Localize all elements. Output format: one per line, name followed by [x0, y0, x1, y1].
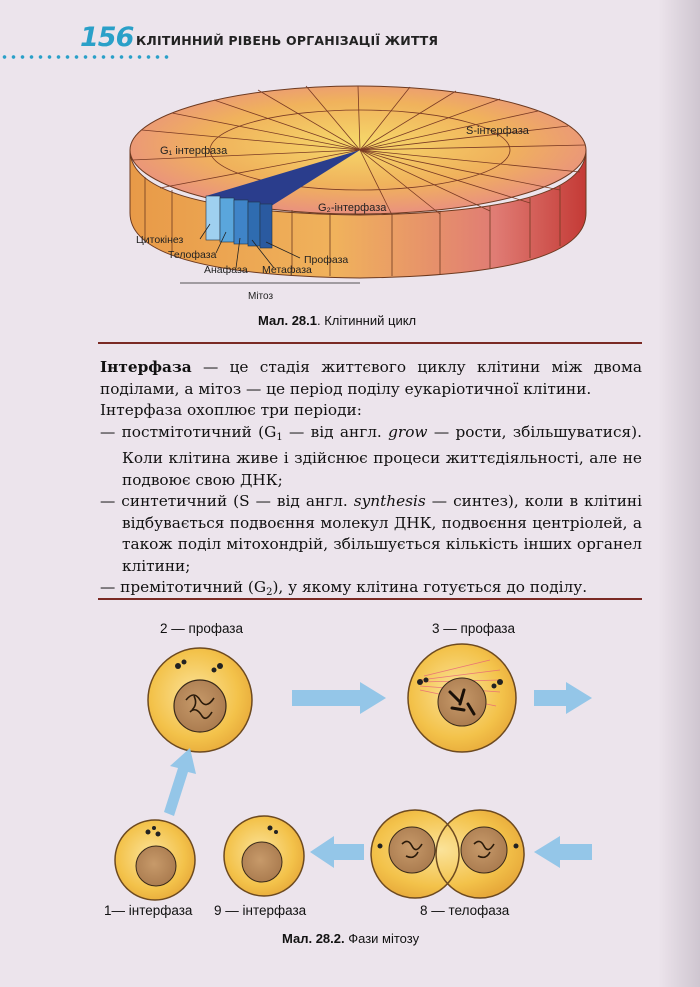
stage-label-1: 1— інтерфаза: [104, 903, 193, 918]
anaphase-segment: [234, 200, 248, 244]
figure1-caption: [258, 313, 416, 328]
cell-interphase-1: [115, 820, 195, 900]
figure1-caption-number: Мал. 28.1: [258, 313, 318, 328]
cell-interphase-9: [224, 816, 304, 896]
list-item: [100, 422, 642, 492]
telophase-segment: [220, 198, 234, 242]
arrow-up: [164, 748, 196, 816]
figure2-caption-text: Фази мітозу: [344, 931, 420, 946]
arrow-left-2: [534, 836, 592, 868]
item-text: — постмітотичний (G: [100, 422, 277, 441]
running-title: КЛІТИННИЙ РІВЕНЬ ОРГАНІЗАЦІЇ ЖИТТЯ: [136, 33, 439, 48]
telophase-label: Телофаза: [168, 249, 217, 261]
s-interphase-label: S-інтерфаза: [466, 125, 529, 137]
stage-label-3: 3 — профаза: [432, 621, 515, 636]
mitosis-label: Мітоз: [248, 291, 274, 302]
periods-list: [100, 422, 642, 604]
anaphase-label: Анафаза: [204, 264, 248, 276]
item-emphasis: synthesis: [353, 492, 426, 510]
stage-label-8: 8 — телофаза: [420, 903, 510, 918]
mitosis-phases-figure: [0, 600, 700, 940]
cell-telophase-8: [371, 810, 524, 898]
cell-prophase-2: [148, 648, 252, 752]
item-text: — рости, збільшуватися). Коли клітина живе і здійснює процеси життєдіяльності, але не подвоює свою ДНК;: [122, 422, 642, 489]
cell-cycle-diagram: [0, 0, 700, 340]
g2-interphase-label: G₂-інтерфаза: [318, 202, 387, 214]
figure2-caption: [282, 931, 419, 946]
item-text: — премітотичний (G: [100, 578, 267, 596]
item-emphasis: grow: [388, 422, 428, 441]
item-text: — від англ.: [282, 422, 389, 441]
paragraph-definition: [100, 357, 642, 400]
prophase-segment: [260, 204, 272, 248]
arrow-right-2: [534, 682, 592, 714]
g1-label: G₁ інтерфаза: [160, 145, 228, 157]
top-rule: [98, 342, 642, 344]
figure2-caption-number: Мал. 28.2.: [282, 931, 345, 946]
term-interphase: Інтерфаза: [100, 358, 192, 376]
cell-cycle-figure: [0, 0, 700, 340]
metaphase-label: Метафаза: [262, 264, 312, 276]
stage-label-2: 2 — профаза: [160, 621, 243, 636]
item-text: — синтез), коли в клітині відбувається подвоєння молекул ДНК, подвоєння центріолей, а також поділ мітохондрій, збільшується кількість інших органел клітини;: [122, 492, 642, 575]
prophase-label: Профаза: [304, 254, 349, 266]
item-subscript: 2: [266, 587, 273, 598]
paragraph-periods-intro: Інтерфаза охоплює три періоди:: [100, 401, 362, 419]
cytokinesis-segment: [206, 196, 220, 240]
item-text: ), у якому клітина готується до поділу.: [272, 578, 588, 596]
figure1-caption-text: . Клітинний цикл: [317, 313, 417, 328]
page-number: 156: [80, 22, 134, 53]
mitosis-phases-diagram: [0, 600, 700, 940]
cytokinesis-label: Цитокінез: [136, 234, 184, 246]
list-item: [100, 491, 642, 577]
metaphase-segment: [248, 202, 260, 246]
stage-label-9: 9 — інтерфаза: [214, 903, 307, 918]
interphase-text-block: [100, 357, 642, 604]
arrow-left-1: [310, 836, 364, 868]
item-text: — синтетичний (S — від англ.: [100, 492, 354, 510]
item-subscript: 1: [276, 431, 283, 443]
definition-text: — це стадія життєвого циклу клітини між двома поділами, а мітоз — це період поділу еукаріотичної клітини.: [100, 358, 642, 398]
arrow-right-1: [292, 682, 386, 714]
cell-prophase-3: [408, 644, 516, 752]
